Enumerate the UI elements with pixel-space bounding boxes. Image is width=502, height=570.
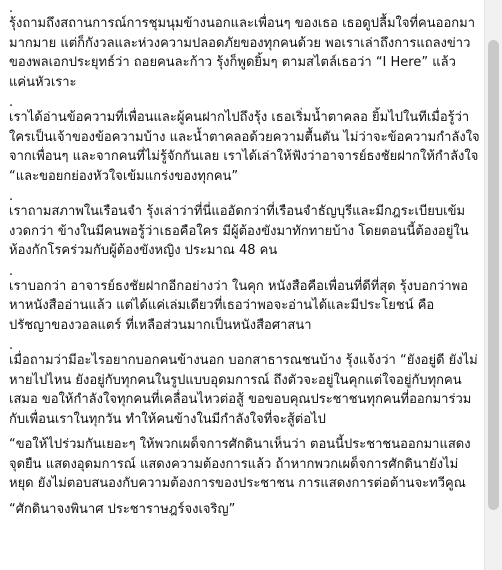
paragraph-text: “ขอให้ไปร่วมกันเยอะๆ ให้พวกเผด็จการศักดินาเห็นว่า ตอนนี้ประชาชนออกมาแสดงจุดยืน แสดงอุดมการณ์ แสดงความต้องการแล้ว ถ้าหากพวกเผด็จการศักดินายังไม่หยุด ยังไม่ตอบสนองกับความต้องการของประชาชน การแสดงการต่อต้านจะทวีคูณ (9, 437, 471, 491)
paragraph-4 (9, 263, 480, 336)
paragraph-text: เมื่อถามว่ามีอะไรอยากบอกคนข้างนอก บอกสาธารณชนบ้าง รุ้งแจ้งว่า “ยังอยู่ดี ยังไม่หายไปไหน ยังอยู่กับทุกคนในรูปแบบอุดมการณ์ ถึงตัวจะอยู่ในคุกแต่ใจอยู่กับทุกคนเสมอ ขอให้กำลังใจทุกคนที่เคลื่อนไหวต่อสู้ ขอขอบคุณประชาชนทุกคนที่ออกมาร่วมกับเพื่อนเราในทุกวัน ทำให้คนข้างในมีกำลังใจที่จะสู้ต่อไป (9, 353, 478, 427)
paragraph-text: “ศักดินาจงพินาศ ประชาราษฎร์จงเจริญ” (9, 501, 236, 517)
paragraph-6 (9, 435, 480, 494)
paragraph-5 (9, 338, 480, 429)
paragraph-1 (9, 1, 480, 92)
paragraph-marker: . (9, 189, 14, 204)
paragraph-2 (9, 95, 480, 186)
paragraph-marker: . (9, 95, 14, 110)
vertical-scrollbar[interactable] (484, 0, 502, 570)
paragraph-text: เราบอกว่า อาจารย์ธงชัยฝากอีกอย่างว่า ในคุก หนังสือคือเพื่อนที่ดีที่สุด รุ้งบอกว่าพอหาหนังสืออ่านแล้ว แต่ได้แค่เล่มเดียวที่เธอว่าพอจะอ่านได้และมีประโยชน์ คือ ปรัชญาของวอลแตร์ ที่เหลือส่วนมากเป็นหนังสือศาสนา (9, 278, 469, 333)
paragraph-text: เราได้อ่านข้อความที่เพื่อนและผู้คนฝากไปถึงรุ้ง เธอเริ่มน้ำตาคลอ ยิ้มไปในทีเมื่อรู้ว่าใครเป็นเจ้าของข้อความบ้าง และน้ำตาคลอด้วยความตื้นตัน ไม่ว่าจะข้อความกำลังใจจากเพื่อนๆ และจากคนที่ไม่รู้จักกันเลย เราได้เล่าให้ฟังว่าอาจารย์ธงชัยฝากให้กำลังใจ “และขอยกย่องหัวใจเข้มแกร่งของทุกคน” (9, 110, 480, 184)
paragraph-text: เราถามสภาพในเรือนจำ รุ้งเล่าว่าที่นี่แออัดกว่าที่เรือนจำธัญบุรีและมีกฎระเบียบเข้มงวดกว่า ข้างในมีคนพอรู้ว่าเธอคือใคร มีผู้ต้องขังมาทักทายบ้าง โดยตอนนี้ต้องอยู่ในห้องกักโรคร่วมกับผู้ต้องขังหญิง ประมาณ 48 คน (9, 204, 469, 258)
scrollbar-thumb[interactable] (488, 40, 499, 510)
paragraph-3 (9, 189, 480, 261)
paragraph-marker: . (9, 1, 14, 16)
paragraph-7 (9, 500, 480, 520)
paragraph-text: รุ้งถามถึงสถานการณ์การชุมนุมข้างนอกและเพื่อนๆ ของเธอ เธอดูปลื้มใจที่คนออกมามากมาย แต่ก็กังวลและห่วงความปลอดภัยของทุกคนด้วย พอเราเล่าถึงการแถลงข่าวของพลเอกประยุทธ์ว่า ถอยคนละก้าว รุ้งก็พูดยิ้มๆ ตามสไตล์เธอว่า “I Here” แล้วแค่นหัวเราะ (9, 16, 475, 90)
paragraph-marker: . (9, 338, 14, 353)
paragraph-marker: . (9, 263, 14, 279)
